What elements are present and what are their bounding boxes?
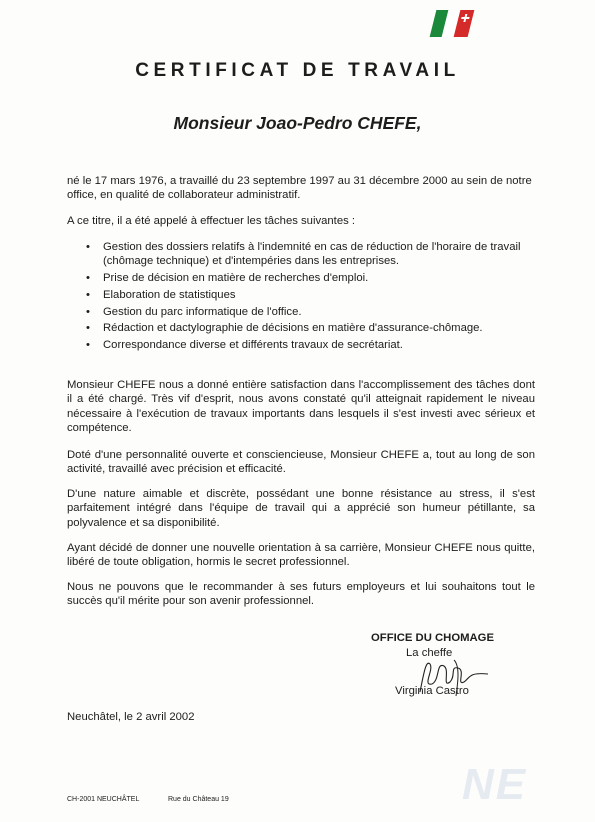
recipient-name: Monsieur Joao-Pedro CHEFE,	[173, 113, 422, 133]
document-title: CERTIFICAT DE TRAVAIL	[135, 60, 460, 81]
recommendation-paragraph: Nous ne pouvons que le recommander à ses futurs employeurs et lui souhaitons tout le succès qu'il mérite pour son avenir professionnel.	[67, 581, 535, 608]
departure-paragraph: Ayant décidé de donner une nouvelle orientation à sa carrière, Monsieur CHEFE nous quitte, libéré de toute obligation, hormis le secret professionnel.	[67, 542, 535, 569]
personality-paragraph: Doté d'une personnalité ouverte et consciencieuse, Monsieur CHEFE a, tout au long de son activité, travaillé avec précision et efficacité.	[67, 449, 535, 476]
task-item: • Prise de décision en matière de recherches d'emploi.	[82, 271, 537, 285]
signature-role: La cheffe	[406, 647, 453, 659]
task-item: • Gestion du parc informatique de l'office.	[82, 305, 537, 319]
task-list	[82, 240, 537, 355]
nature-paragraph: D'une nature aimable et discrète, possédant une bonne résistance au stress, il s'est parfaitement intégré dans l'équipe de travail qui a apprécié son humeur pétillante, sa polyvalence et sa disponibilité.	[67, 488, 535, 529]
signature-name: Virginia Castro	[395, 685, 469, 697]
place-date: Neuchâtel, le 2 avril 2002	[67, 711, 195, 723]
evaluation-paragraph: Monsieur CHEFE nous a donné entière satisfaction dans l'accomplissement des tâches dont il a été chargé. Très vif d'esprit, nous avons constaté qu'il atteignait rapidement le niveau nécessaire à l'exécution de travaux importants dans lesquels il s'est investi avec sérieux et compétence.	[67, 379, 535, 434]
footer-street: Rue du Château 19	[168, 796, 229, 803]
signature-office: OFFICE DU CHOMAGE	[371, 632, 495, 644]
italian-swiss-flag-icon	[430, 10, 475, 37]
task-item: • Gestion des dossiers relatifs à l'indemnité en cas de réduction de l'horaire de travail (chômage technique) et d'intempéries dans les entreprises.	[82, 240, 537, 269]
task-item: • Rédaction et dactylographie de décisions en matière d'assurance-chômage.	[82, 321, 537, 335]
tasks-intro: A ce titre, il a été appelé à effectuer les tâches suivantes :	[67, 215, 356, 227]
intro-paragraph: né le 17 mars 1976, a travaillé du 23 septembre 1997 au 31 décembre 2000 au sein de notre office, en qualité de collaborateur administratif.	[67, 175, 532, 202]
task-item: • Correspondance diverse et différents travaux de secrétariat.	[82, 338, 537, 352]
footer-postal: CH-2001 NEUCHÂTEL	[67, 796, 140, 803]
ne-watermark: NE	[462, 760, 528, 809]
task-item: • Elaboration de statistiques	[82, 288, 537, 302]
